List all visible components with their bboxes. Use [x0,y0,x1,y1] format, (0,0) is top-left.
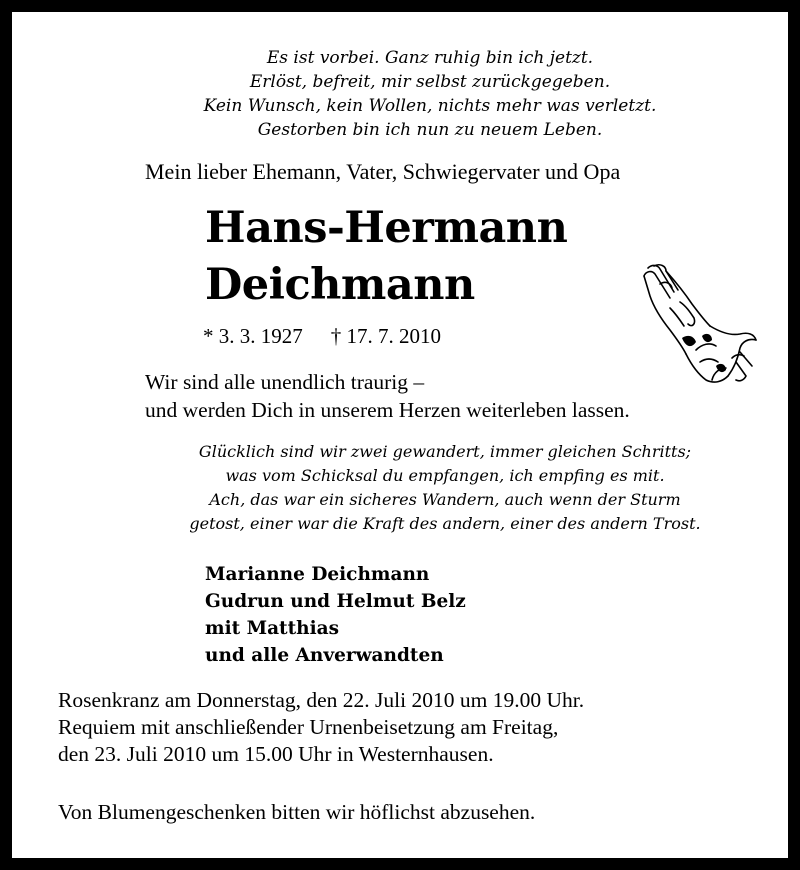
life-dates [203,322,441,350]
poem-top-line-4: Gestorben bin ich nun zu neuem Leben. [257,120,603,140]
service-info-line-1: Rosenkranz am Donnerstag, den 22. Juli 2010 um 19.00 Uhr. [58,688,585,712]
poem-top-line-3: Kein Wunsch, kein Wollen, nichts mehr was verletzt. [203,96,657,116]
message-line-1: Wir sind alle unendlich traurig – [145,370,425,394]
poem-middle-line-3: Ach, das war ein sicheres Wandern, auch wenn der Sturm [209,490,681,509]
poem-middle-line-2: was vom Schicksal du empfangen, ich empfing es mit. [225,466,665,485]
praying-hands-icon [640,262,758,388]
death-date: † 17. 7. 2010 [330,324,441,348]
poem-middle-line-1: Glücklich sind wir zwei gewandert, immer gleichen Schritts; [198,442,692,461]
message-line-2: und werden Dich in unserem Herzen weiterleben lassen. [145,398,630,422]
signature-line-4: und alle Anverwandten [205,645,444,666]
service-info-line-2: Requiem mit anschließender Urnenbeisetzung am Freitag, [58,715,559,739]
signature-line-1: Marianne Deichmann [205,564,430,585]
poem-top-line-2: Erlöst, befreit, mir selbst zurückgegeben. [249,72,611,92]
service-info-line-3: den 23. Juli 2010 um 15.00 Uhr in Westernhausen. [58,742,494,766]
signature-line-3: mit Matthias [205,618,340,639]
intro-line: Mein lieber Ehemann, Vater, Schwiegervater und Opa [145,159,621,184]
signature-line-2: Gudrun und Helmut Belz [205,591,466,612]
deceased-first-name: Hans-Hermann [205,203,568,253]
poem-middle-line-4: getost, einer war die Kraft des andern, einer des andern Trost. [189,514,701,533]
deceased-last-name: Deichmann [205,260,475,310]
closing-note: Von Blumengeschenken bitten wir höflichst abzusehen. [58,800,536,824]
poem-top-line-1: Es ist vorbei. Ganz ruhig bin ich jetzt. [266,48,594,68]
birth-date: * 3. 3. 1927 [203,324,303,348]
